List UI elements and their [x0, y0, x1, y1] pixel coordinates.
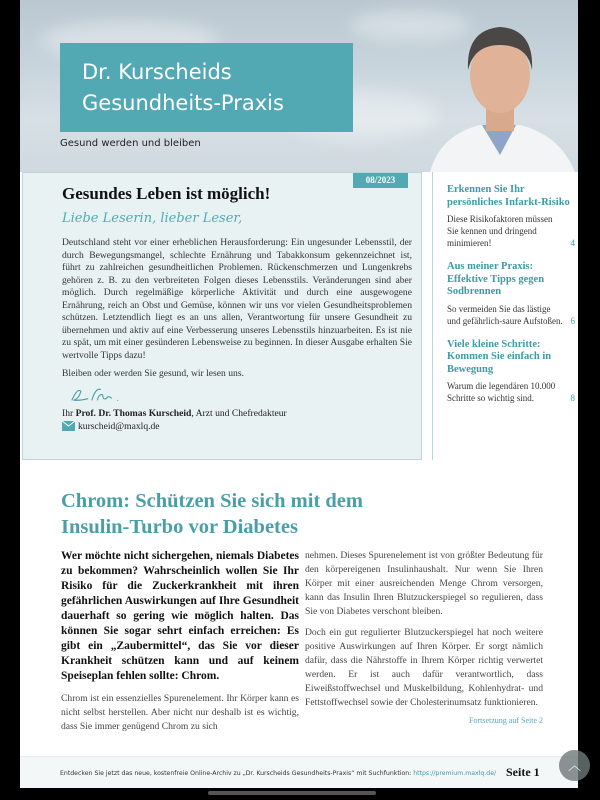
footer-message: Entdecken Sie jetzt das neue, kostenfreie Online-Archiv zu „Dr. Kurscheids Gesundheits-Praxis“ mit Suchfunktion:: [60, 770, 414, 777]
publication-title: [60, 43, 353, 132]
toc-page[interactable]: 6: [570, 315, 575, 326]
home-indicator[interactable]: [208, 791, 376, 795]
article-paragraph: Chrom ist ein essenzielles Spurenelement. Ihr Körper kann es nicht selbst herstellen. Aber nicht nur deshalb ist es wichtig, dass Sie immer genügend Chrom zu sich: [61, 693, 299, 732]
toc-item[interactable]: [447, 339, 575, 405]
title-line-2: Gesundheits-Praxis: [82, 91, 284, 115]
toc-title[interactable]: Erkennen Sie Ihr persönliches Infarkt-Risiko: [447, 184, 570, 208]
page-footer: [20, 756, 578, 788]
email-link[interactable]: kurscheid@maxlq.de: [78, 420, 160, 432]
archive-link[interactable]: https://premium.maxlq.de/: [413, 770, 497, 777]
editorial-body: Deutschland steht vor einer erheblichen Herausforderung: Ein ungesunder Lebensstil, der durch Bewegungsmangel, schlechte Ernährung und Tabakkonsum gekennzeichnet ist, führt zu zahlreichen gesundheitlichen Problemen. Rückenschmerzen und Lungenkrebs gehören z. B. zu den verbreiteten Folgen dieses Lebensstils. Veränderungen sind aber möglich. Durch regelmäßige körperliche Aktivität und durch eine ausgewogene Ernährung, reich an Obst und Gemüse, können wir uns vor vielen Gesundheitsproblemen schützen. Letztendlich liegt es an uns allen, Verantwortung für unsere Gesundheit zu übernehmen und aktiv auf eine Verbesserung unseres Lebensstils hinzuarbeiten. Es ist nie zu spät, um mit einer gesünderen Lebensweise zu beginnen. In dieser Ausgabe erhalten Sie wertvolle Tipps dazu!: [62, 237, 412, 361]
toc-page[interactable]: 4: [570, 238, 575, 248]
editorial-closing: Bleiben oder werden Sie gesund, wir lesen uns.: [62, 368, 244, 379]
continued-link[interactable]: Fortsetzung auf Seite 2: [469, 716, 543, 725]
article-title: Chrom: Schützen Sie sich mit dem Insulin-Turbo vor Diabetes: [61, 490, 363, 538]
table-of-contents: [432, 172, 578, 460]
header-banner: [20, 0, 578, 172]
editorial-greeting: Liebe Leserin, lieber Leser,: [62, 211, 243, 226]
author-email[interactable]: [62, 420, 412, 433]
article-lead: Wer möchte nicht sichergehen, niemals Diabetes zu bekommen? Wahrscheinlich wollen Sie Ihr Risiko für die Zuckerkrankheit mit ihren gefährlichen Auswirkungen auf Ihre Gesundheit dauerhaft so gering wie möglich halten. Das können Sie sogar sehrt einfach erreichen: Es gibt ein „Zaubermittel“, das Sie vor dieser Krankheit schützen kann und auf keinem Speiseplan fehlen sollte: Chrom.: [61, 550, 299, 682]
editorial-box: [22, 172, 422, 460]
toc-item[interactable]: [447, 184, 575, 249]
editorial-content: [62, 183, 412, 433]
toc-desc: Warum die legendären 10.000 Schritte so wichtig sind.: [447, 381, 556, 403]
article-column-left: [61, 549, 299, 734]
toc-desc: Diese Risikofaktoren müssen Sie kennen und dringend minimieren!: [447, 214, 553, 248]
toc-title[interactable]: Viele kleine Schritte: Kommen Sie einfach in Bewegung: [447, 338, 552, 375]
author-role: , Arzt und Chefredakteur: [191, 407, 287, 419]
author-name: Prof. Dr. Thomas Kurscheid: [75, 407, 192, 419]
article-paragraph: Doch ein gut regulierter Blutzuckerspiegel hat noch weitere positive Auswirkungen auf Ihren Körper. Er sorgt nämlich dafür, dass die Nährstoffe in Ihrem Körper richtig verwertet werden. Er ist auch dafür verantwortlich, dass Eiweißstoffwechsel und Muskelbildung, Kohlenhydrat- und Fettstoffwechsel sowie der Cholesterinumsatz funktionieren.: [305, 627, 543, 708]
article-paragraph: nehmen. Dieses Spurenelement ist von größter Bedeutung für den körpereigenen Insulinhaushalt. Nur wenn Sie Ihren Körper mit einer ausreichenden Menge Chrom versorgen, kann das Insulin Ihren Blutzuckerspiegel so regulieren, dass Sie von Diabetes verschont bleiben.: [305, 550, 543, 617]
mail-icon: [62, 421, 75, 431]
issue-badge: 08/2023: [353, 173, 408, 188]
author-portrait: [420, 15, 578, 172]
editorial-title: Gesundes Leben ist möglich!: [62, 184, 271, 203]
article-column-right: [305, 549, 543, 726]
footer-text: [60, 770, 496, 777]
title-line-1: Dr. Kurscheids: [82, 60, 232, 84]
chevron-up-icon: ︿: [567, 758, 581, 773]
newsletter-page: [20, 0, 578, 788]
signature-image: [65, 384, 135, 404]
page-number: Seite 1: [506, 765, 540, 779]
toc-title[interactable]: Aus meiner Praxis: Effektive Tipps gegen Sodbrennen: [447, 261, 545, 297]
toc-desc: So vermeiden Sie das lästige und gefährlich-saure Aufstoßen.: [447, 303, 563, 326]
author-prefix: Ihr: [62, 407, 76, 419]
tagline: Gesund werden und bleiben: [60, 138, 201, 149]
toc-page[interactable]: 8: [570, 393, 575, 403]
editorial-author: [62, 407, 412, 420]
toc-item[interactable]: [447, 261, 575, 327]
scroll-to-top-button[interactable]: [559, 750, 590, 781]
